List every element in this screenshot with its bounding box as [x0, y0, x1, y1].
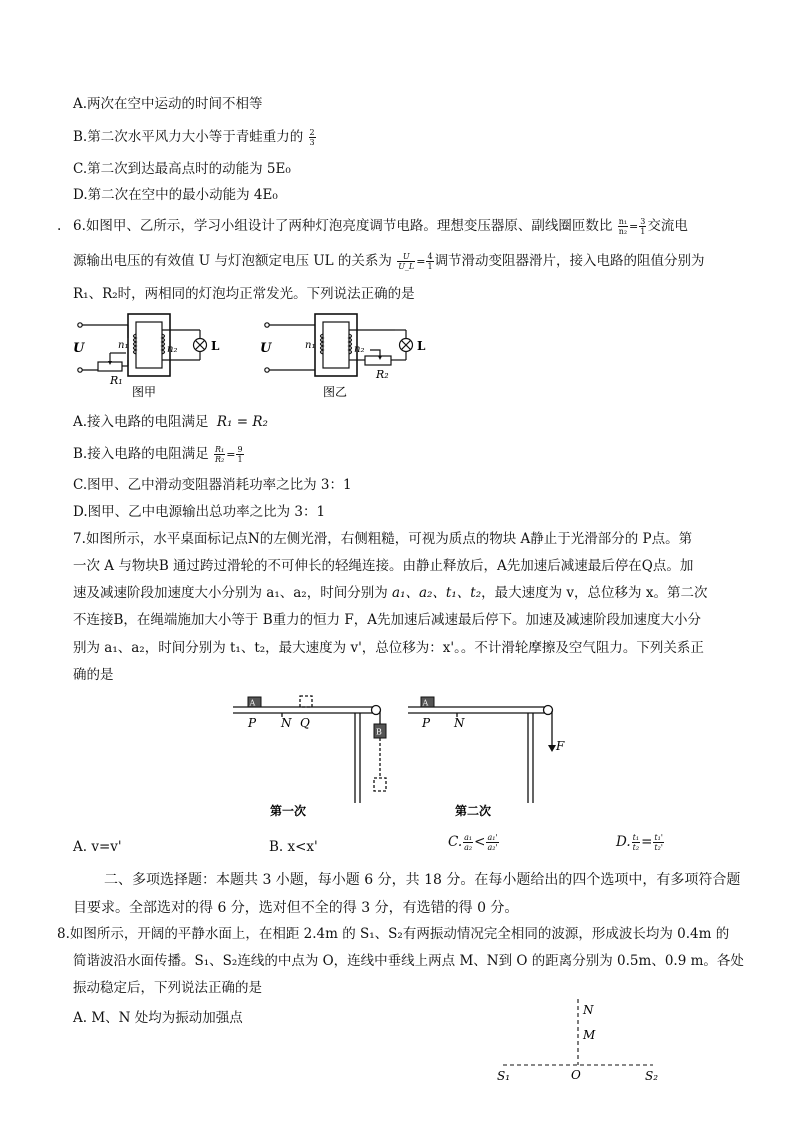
fig1-caption: 第一次 — [270, 804, 307, 818]
q6-line2-text: 源输出电压的有效值 U 与灯泡额定电压 UL 的关系为 — [73, 253, 392, 269]
q6-option-a — [73, 413, 268, 431]
q7-option-a: A. v=v' — [73, 839, 122, 855]
q6-option-b-text: B.接入电路的电阻满足 — [73, 446, 209, 462]
q7-option-d-op: = — [641, 834, 653, 850]
fig1-label-n: N — [281, 716, 292, 730]
q5-option-c: C.第二次到达最高点时的动能为 5E₀ — [73, 161, 291, 177]
fig-yi-label-l: L — [417, 339, 426, 353]
q8-label-o: O — [571, 1068, 581, 1082]
q7-line2: 一次 A 与物块B 通过跨过滑轮的不可伸长的轻绳连接。由静止释放后，A先加速后减速最后停在Q点。加 — [73, 558, 694, 574]
q8-label-m: M — [583, 1028, 596, 1042]
fig-yi-label-u: U — [260, 341, 272, 356]
q6-turns-ratio: $\frac{\text{n₁}}{\text{n₂}}$ — [618, 217, 628, 236]
q8-label-s1: S₁ — [497, 1069, 511, 1083]
q5-option-b-fraction: $\frac{2}{3}$ — [309, 128, 315, 147]
q6-line1-tail: 交流电 — [647, 218, 688, 234]
q5-option-d: D.第二次在空中的最小动能为 4E₀ — [73, 187, 278, 203]
q7-line3-expr: a₁、a₂、t₁、t₂ — [392, 585, 482, 601]
fig-jia-label-l: L — [211, 339, 220, 353]
q7-option-d-frac2: $\frac{\text{t₁'}}{\text{t₂'}}$ — [654, 833, 663, 852]
q6-option-a-expr: R₁ = R₂ — [216, 414, 268, 430]
block-b-label: B — [376, 727, 382, 737]
q6-ratio1-eq: = — [629, 220, 639, 233]
q6-option-b-ratio: $\frac{\text{R₁}}{\text{R₂}}$ — [215, 445, 225, 464]
q6-line2 — [73, 252, 705, 271]
fig-jia-label-n1: n₁ — [118, 340, 129, 351]
q8-line1: 8.如图所示，开阔的平静水面上，在相距 2.4m 的 S₁、S₂有两振动情况完全相同的波源，形成波长均为 0.4m 的 — [57, 926, 730, 942]
q6-circuit-figures — [70, 310, 450, 402]
fig2-caption: 第二次 — [455, 804, 492, 818]
q6-voltage-ratio: $\frac{U}{U\_L}$ — [398, 252, 415, 271]
section2-line2: 目要求。全部选对的得 6 分，选对但不全的得 3 分，有选错的得 0 分。 — [73, 900, 519, 916]
q6-ratio2-eq: = — [416, 255, 426, 268]
fig-yi-label-n2: n₂ — [354, 344, 365, 355]
q7-option-d-prefix: D. — [616, 834, 631, 850]
q8-option-a: A. M、N 处均为振动加强点 — [73, 1010, 243, 1026]
q6-option-b-eq: = — [226, 448, 236, 461]
q7-line3-text: 速及减速阶段加速度大小分别为 a₁、a₂，时间分别为 — [73, 585, 388, 601]
q8-line3: 振动稳定后，下列说法正确的是 — [73, 980, 262, 996]
q8-wave-sources-figure — [495, 995, 665, 1090]
q6-line1-text: 6.如图甲、乙所示，学习小组设计了两种灯泡亮度调节电路。理想变压器原、副线圈匝数比 — [73, 218, 613, 234]
q6-option-b — [73, 445, 245, 464]
q7-line5: 别为 a₁、a₂，时间分别为 t₁、t₂，最大速度为 v'，总位移为：x'。。不计滑轮摩擦及空气阻力。下列关系正 — [73, 640, 704, 656]
q7-line1: 7.如图所示，水平桌面标记点N的左侧光滑，右侧粗糙，可视为质点的物块 A静止于光滑部分的 P点。第 — [73, 531, 693, 547]
q7-option-c-frac1: $\frac{\text{a₁}}{\text{a₂}}$ — [464, 833, 473, 852]
fig-yi-label-n1: n₁ — [305, 340, 316, 351]
fig1-label-q: Q — [300, 716, 310, 730]
fig-jia-label-n2: n₂ — [167, 344, 178, 355]
q7-option-d-frac1: $\frac{\text{t₁}}{\text{t₂}}$ — [632, 833, 640, 852]
block-a-second-label: A — [422, 698, 429, 708]
q6-option-c: C.图甲、乙中滑动变阻器消耗功率之比为 3：1 — [73, 477, 352, 493]
q8-label-s2: S₂ — [645, 1069, 659, 1083]
fig-jia-caption: 图甲 — [132, 385, 157, 399]
q6-option-b-value: $\frac{9}{1}$ — [237, 445, 243, 464]
fig-jia-label-r1: R₁ — [110, 374, 123, 387]
fig2-label-p: P — [422, 716, 431, 730]
q7-option-c — [448, 833, 500, 852]
fig2-label-n: N — [454, 716, 465, 730]
q7-option-c-prefix: C. — [448, 834, 463, 850]
q6-option-d: D.图甲、乙中电源输出总功率之比为 3：1 — [73, 504, 326, 520]
q6-line3: R₁、R₂时，两相同的灯泡均正常发光。下列说法正确的是 — [73, 286, 415, 302]
q7-option-d — [616, 833, 665, 852]
q5-option-b-text: B.第二次水平风力大小等于青蛙重力的 — [73, 129, 304, 145]
q5-option-a: A.两次在空中运动的时间不相等 — [73, 96, 263, 112]
q7-option-c-frac2: $\frac{\text{a₁'}}{\text{a₂'}}$ — [487, 833, 498, 852]
q7-line3 — [73, 584, 707, 602]
fig2-label-f: F — [556, 739, 565, 753]
block-a-first-label: A — [249, 698, 256, 708]
q7-option-b: B. x<x' — [269, 839, 318, 855]
q7-line4: 不连接B，在绳端施加大小等于 B重力的恒力 F，A先加速后减速最后停下。加速及减速阶段加速度大小分 — [73, 612, 702, 628]
fig-yi-caption: 图乙 — [323, 385, 348, 399]
section2-line1: 二、多项选择题：本题共 3 小题，每小题 6 分，共 18 分。在每小题给出的四个选项中，有多项符合题 — [104, 872, 741, 888]
q8-label-n: N — [583, 1003, 594, 1017]
q5-option-b — [73, 128, 317, 147]
fig-yi-label-r2: R₂ — [376, 368, 389, 381]
q6-option-a-text: A.接入电路的电阻满足 — [73, 414, 209, 430]
q6-ratio1-value: $\frac{3}{1}$ — [640, 217, 646, 236]
q7-table-figures — [228, 695, 568, 823]
q6-line2-tail: 调节滑动变阻器滑片，接入电路的阻值分别为 — [434, 253, 705, 269]
q7-option-c-op: < — [474, 834, 486, 850]
q7-line6: 确的是 — [73, 667, 114, 683]
q6-line1 — [73, 217, 688, 236]
fig1-label-p: P — [248, 716, 257, 730]
q6-ratio2-value: $\frac{4}{1}$ — [427, 252, 433, 271]
fig-jia-label-u: U — [73, 341, 85, 356]
q6-bullet: . — [57, 218, 62, 234]
q8-line2: 简谐波沿水面传播。S₁、S₂连线的中点为 O，连线中垂线上两点 M、N到 O 的距离分别为 0.5m、0.9 m。各处 — [73, 953, 744, 969]
q7-line3-tail: ，最大速度为 v，总位移为 x。第二次 — [481, 585, 708, 601]
